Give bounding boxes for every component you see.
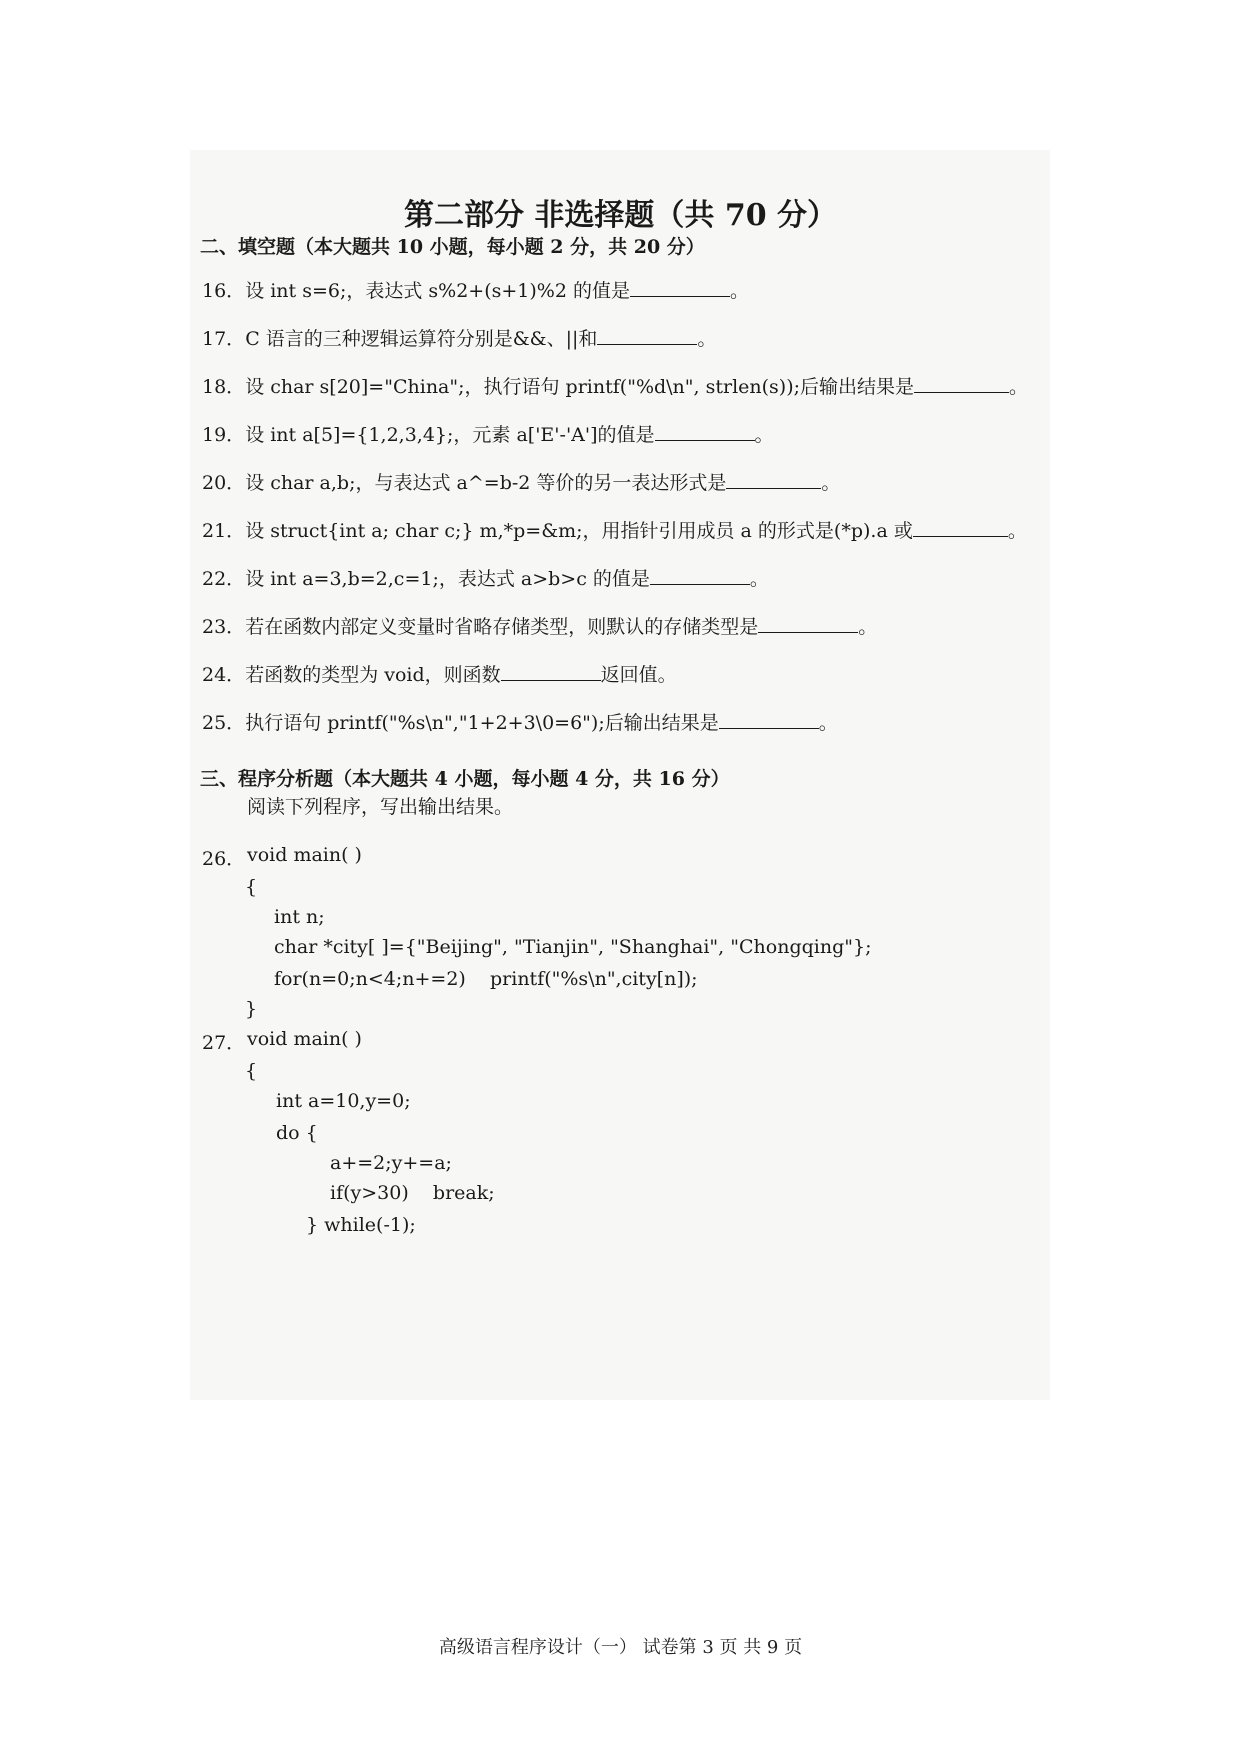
question-19: [202, 420, 774, 447]
code-line: {: [245, 876, 258, 898]
question-text: 设 int a=3,b=2,c=1;，表达式 a>b>c 的值是: [245, 568, 650, 590]
answer-blank[interactable]: [501, 662, 601, 681]
question-tail: 。: [749, 568, 769, 590]
question-tail: 。: [1009, 376, 1029, 398]
question-number: 25．: [202, 712, 246, 734]
question-number: 24．: [202, 664, 246, 686]
question-22: [202, 564, 769, 591]
code-line: void main( ): [247, 1028, 362, 1050]
question-18: [202, 372, 1028, 399]
question-text: 设 int a[5]={1,2,3,4};，元素 a['E'-'A']的值是: [245, 424, 655, 446]
code-line: if(y>30) break;: [330, 1182, 495, 1204]
answer-blank[interactable]: [726, 470, 821, 489]
code-line: int n;: [274, 906, 325, 928]
question-text: 若在函数内部定义变量时省略存储类型，则默认的存储类型是: [245, 616, 759, 638]
section3-instruction: 阅读下列程序，写出输出结果。: [247, 796, 514, 818]
code-line: do {: [276, 1122, 318, 1144]
code-line: int a=10,y=0;: [276, 1090, 411, 1112]
question-23: [202, 612, 877, 639]
question-tail: 。: [754, 424, 774, 446]
question-number: 19．: [202, 424, 246, 446]
question-number: 17．: [202, 328, 246, 350]
question-tail: 返回值。: [600, 664, 677, 686]
question-number: 20．: [202, 472, 246, 494]
question-16: [202, 276, 749, 303]
question-20: [202, 468, 840, 495]
question-number: 16．: [202, 280, 246, 302]
code-line: char *city[ ]={"Beijing", "Tianjin", "Shanghai", "Chongqing"};: [274, 936, 872, 958]
question-text: 设 struct{int a; char c;} m,*p=&m;，用指针引用成员 a 的形式是(*p).a 或: [245, 520, 913, 542]
section3-heading: 三、程序分析题（本大题共 4 小题，每小题 4 分，共 16 分）: [200, 768, 730, 790]
question-text: 设 char s[20]="China";，执行语句 printf("%d\n", strlen(s));后输出结果是: [245, 376, 915, 398]
question-17: [202, 324, 716, 351]
question-25: [202, 708, 838, 735]
page-footer: 高级语言程序设计（一） 试卷第 3 页 共 9 页: [438, 1637, 803, 1658]
question-text: C 语言的三种逻辑运算符分别是&&、||和: [245, 328, 598, 350]
question-number: 22．: [202, 568, 246, 590]
answer-blank[interactable]: [655, 422, 755, 441]
question-24: [202, 660, 677, 687]
code-line: for(n=0;n<4;n+=2) printf("%s\n",city[n]);: [274, 968, 698, 990]
question-number: 21．: [202, 520, 246, 542]
answer-blank[interactable]: [597, 326, 697, 345]
question-text: 执行语句 printf("%s\n","1+2+3\0=6");后输出结果是: [245, 712, 719, 734]
question-text: 设 int s=6;，表达式 s%2+(s+1)%2 的值是: [245, 280, 630, 302]
answer-blank[interactable]: [630, 278, 730, 297]
question-tail: 。: [1007, 520, 1027, 542]
question-number: 18．: [202, 376, 246, 398]
question-number: 23．: [202, 616, 246, 638]
question-tail: 。: [697, 328, 717, 350]
code-line: a+=2;y+=a;: [330, 1152, 452, 1174]
code-line: } while(-1);: [306, 1214, 416, 1236]
answer-blank[interactable]: [650, 566, 750, 585]
question-tail: 。: [821, 472, 841, 494]
question-21: [202, 516, 1027, 543]
answer-blank[interactable]: [719, 710, 819, 729]
q27-number: 27．: [202, 1032, 246, 1054]
code-line: void main( ): [247, 844, 362, 866]
question-text: 若函数的类型为 void，则函数: [245, 664, 501, 686]
section2-heading: 二、填空题（本大题共 10 小题，每小题 2 分，共 20 分）: [200, 236, 705, 258]
question-tail: 。: [858, 616, 878, 638]
question-text: 设 char a,b;，与表达式 a^=b-2 等价的另一表达形式是: [245, 472, 727, 494]
q26-number: 26．: [202, 848, 246, 870]
answer-blank[interactable]: [913, 518, 1008, 537]
code-line: {: [245, 1060, 258, 1082]
code-line: }: [245, 998, 258, 1020]
answer-blank[interactable]: [914, 374, 1009, 393]
question-tail: 。: [818, 712, 838, 734]
question-tail: 。: [730, 280, 750, 302]
part-title: 第二部分 非选择题（共 70 分）: [403, 198, 838, 233]
answer-blank[interactable]: [758, 614, 858, 633]
